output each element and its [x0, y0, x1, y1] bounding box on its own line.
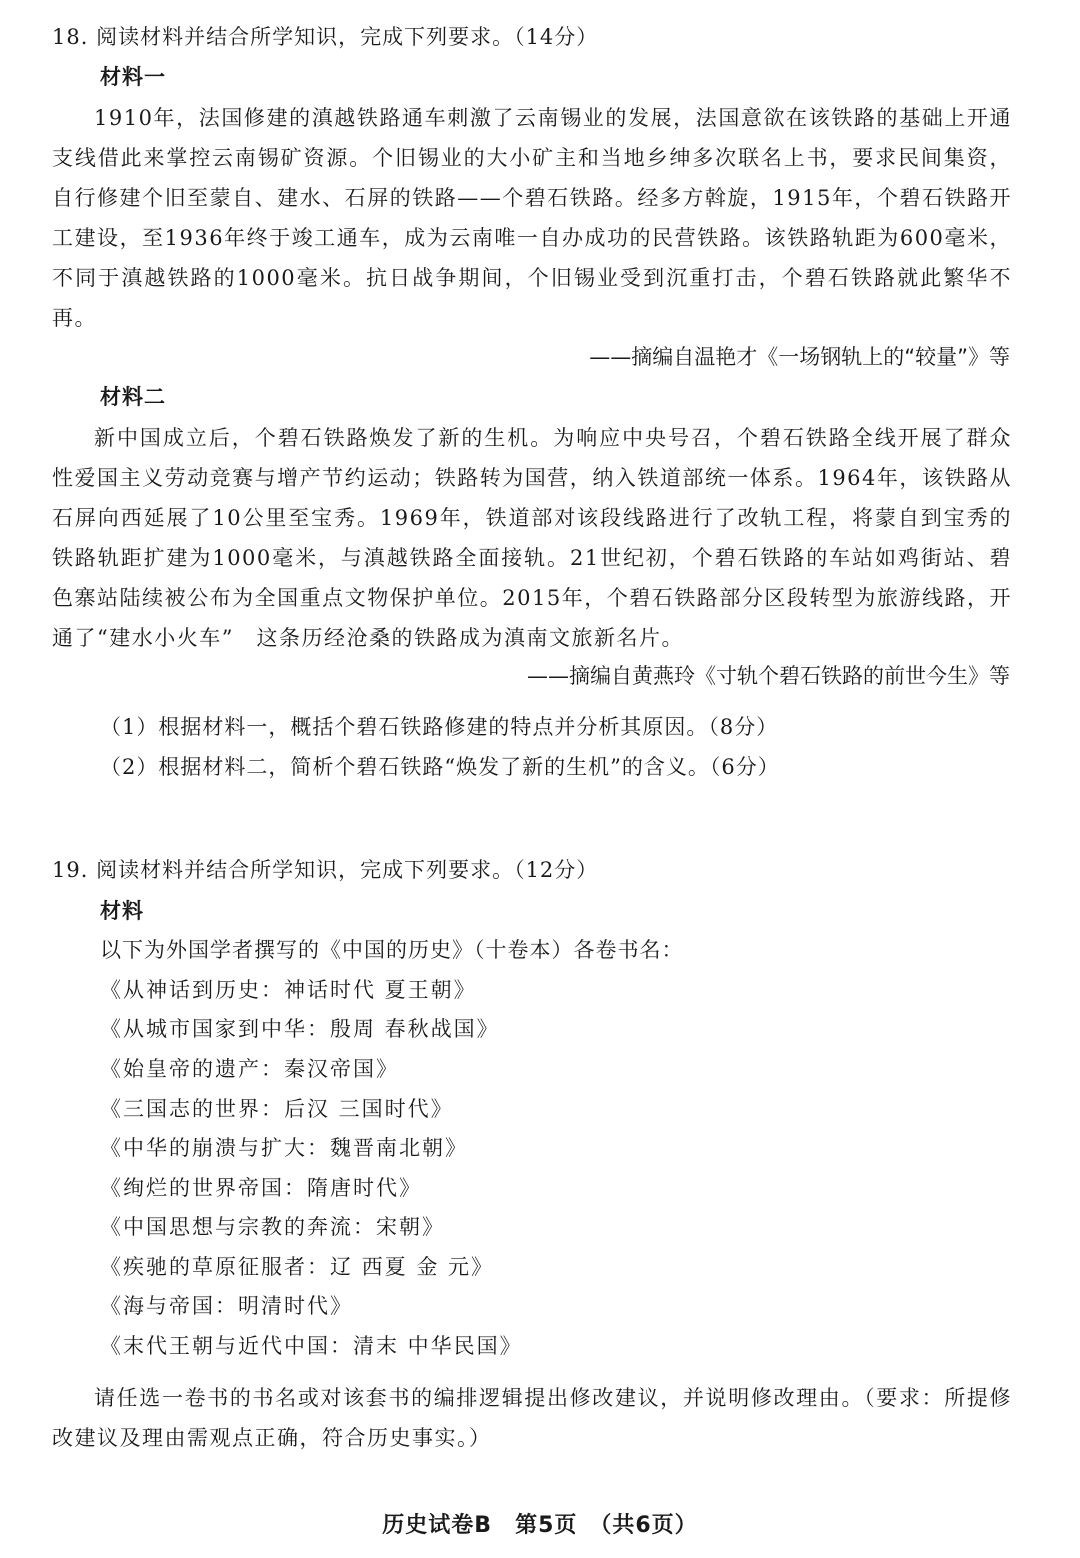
q18-material1-text: 1910年，法国修建的滇越铁路通车刺激了云南锡业的发展，法国意欲在该铁路的基础上开通支线借此来掌控云南锡矿资源。个旧锡业的大小矿主和当地乡绅多次联名上书，要求民间集资，自行修建个旧至蒙自、建水、石屏的铁路——个碧石铁路。经多方斡旋，1915年，个碧石铁路开工建设，至1936年终于竣工通车，成为云南唯一自办成功的民营铁路。该铁路轨距为600毫米，不同于滇越铁路的1000毫米。抗日战争期间，个旧锡业受到沉重打击，个碧石铁路就此繁华不再。 [52, 106, 1012, 330]
q19-title: 19. 阅读材料并结合所学知识，完成下列要求。（12分） [52, 858, 599, 882]
q18-subquestion-2: （2）根据材料二，简析个碧石铁路“焕发了新的生机”的含义。（6分） [100, 755, 780, 779]
book-title: 《中华的崩溃与扩大：魏晋南北朝》 [100, 1136, 468, 1160]
q18-material2-source: ——摘编自黄燕玲《寸轨个碧石铁路的前世今生》等 [527, 664, 1010, 688]
page-footer: 历史试卷B 第5页 （共6页） [382, 1513, 698, 1538]
q18-title: 18. 阅读材料并结合所学知识，完成下列要求。（14分） [52, 25, 599, 49]
q18-material1-source: ——摘编自温艳才《一场钢轨上的“较量”》等 [589, 345, 1010, 369]
q19-intro: 以下为外国学者撰写的《中国的历史》（十卷本）各卷书名： [100, 938, 684, 962]
book-title: 《三国志的世界：后汉 三国时代》 [100, 1097, 454, 1121]
q18-material2-label: 材料二 [100, 385, 166, 409]
book-title: 《海与帝国：明清时代》 [100, 1294, 353, 1318]
book-title: 《始皇帝的遗产：秦汉帝国》 [100, 1057, 399, 1081]
q18-material2-text: 新中国成立后，个碧石铁路焕发了新的生机。为响应中央号召，个碧石铁路全线开展了群众性爱国主义劳动竞赛与增产节约运动；铁路转为国营，纳入铁道部统一体系。1964年，该铁路从石屏向西延展了10公里至宝秀。1969年，铁道部对该段线路进行了改轨工程，将蒙自到宝秀的铁路轨距扩建为1000毫米，与滇越铁路全面接轨。21世纪初，个碧石铁路的车站如鸡街站、碧色寨站陆续被公布为全国重点文物保护单位。2015年，个碧石铁路部分区段转型为旅游线路，开通了“建水小火车” 这条历经沧桑的铁路成为滇南文旅新名片。 [52, 426, 1012, 650]
book-title: 《从城市国家到中华：殷周 春秋战国》 [100, 1017, 500, 1041]
book-title: 《从神话到历史：神话时代 夏王朝》 [100, 978, 477, 1002]
q19-material-label: 材料 [100, 899, 144, 923]
q18-material1-label: 材料一 [100, 65, 166, 89]
book-title: 《末代王朝与近代中国：清末 中华民国》 [100, 1334, 523, 1358]
q19-task: 请任选一卷书的书名或对该套书的编排逻辑提出修改建议，并说明修改理由。（要求：所提修改建议及理由需观点正确，符合历史事实。） [52, 1386, 1012, 1450]
q18-subquestion-1: （1）根据材料一，概括个碧石铁路修建的特点并分析其原因。（8分） [100, 715, 779, 739]
book-title: 《疾驰的草原征服者：辽 西夏 金 元》 [100, 1255, 495, 1279]
book-title: 《中国思想与宗教的奔流：宋朝》 [100, 1215, 445, 1239]
book-title: 《绚烂的世界帝国：隋唐时代》 [100, 1176, 422, 1200]
